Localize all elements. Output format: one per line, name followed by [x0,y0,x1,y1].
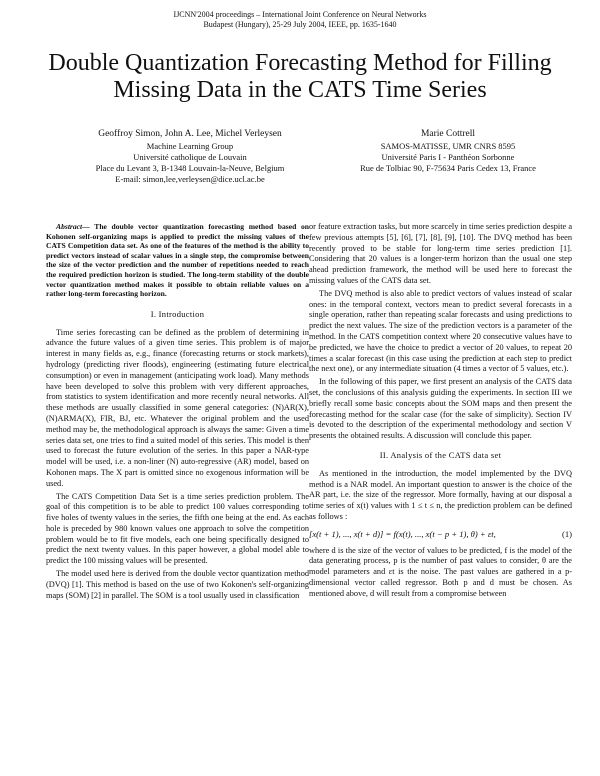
author-names-right: Marie Cottrell [420,129,476,139]
body-paragraph: where d is the size of the vector of values to be predicted, f is the model of the data generating process, p is the number of past values to consider, θ are the model parameters and εt is the noise. The past values are gathered in a p-dimensional vector called regressor. Both p and d must be chosen. As mentioned above, d will result from a compromise between [309,545,572,598]
abstract-label: Abstract [56,222,83,231]
abstract [46,222,309,299]
title-line-1: Double Quantization Forecasting Method for Filling [48,50,552,76]
body-paragraph: The model used here is derived from the double vector quantization method (DVQ) [1]. This method is based on the use of two Kokonen's self-organizing maps (SOM) [2] in parallel. The SOM is a tool usually used in classification [46,569,309,600]
header-line-1: IJCNN'2004 proceedings – International Joint Conference on Neural Networks [173,10,427,19]
section-heading-introduction: I. Introduction [150,308,205,319]
equation-number: (1) [561,528,572,539]
left-column [46,222,309,603]
affiliation-line: Place du Levant 3, B-1348 Louvain-la-Neuve, Belgium [95,163,285,173]
equation-1 [309,529,572,540]
body-paragraph: or feature extraction tasks, but more scarcely in time series prediction despite a few previous attempts [5], [6], [7], [8], [9], [10]. The DVQ method has been recently proved to be stable for long-term time series prediction [1]. Considering that 20 values is a longer-term horizon than the usual one step ahead prediction framework, the method will be used here to forecast the missing values of the CATS data set. [309,222,572,285]
author-block-right [318,128,578,174]
author-block-left [60,128,320,185]
body-paragraph: In the following of this paper, we first present an analysis of the CATS data set, the conclusions of this analysis guiding the experiments. In section III we briefly recall some basic concepts about the SOM maps and then present the forecasting method for the scalar case (for the sake of simplicity). Section IV is devoted to the description of the experimental methodology and section V presents the obtained results. A discussion will conclude this paper. [309,377,572,441]
author-names-left: Geoffroy Simon, John A. Lee, Michel Verleysen [98,129,282,139]
paper-title [30,50,570,104]
body-paragraph: As mentioned in the introduction, the model implemented by the DVQ method is a NAR model. An important question to answer is the choice of the AR part, i.e. the size of the regressor. More formally, having at our disposal a time series of x(t) values with 1 ≤ t ≤ n, the prediction problem can be defined as follows : [309,468,572,521]
body-paragraph: Time series forecasting can be defined as the problem of determining in advance the future values of a given time series. This problem is of major interest in many fields as, e.g., finance (forecasting returns or stock markets), hydrology (predicting river floods), engineering (estimating future electrical consumption) or even in management (anticipating work load). Many methods have been developed to solve this problem with very different approaches, from statistics to system identification and more recently neural networks. All these methods are usually classified in some general categories: (N)AR(X), (N)ARMA(X), FIR, BJ, etc. Whatever the original problem and the used method may be, the methodological approach is always the same: Given a time series data set, one tries to find a suited model of this series. This model is then used to forecast the future evolution of the series. In this paper a NAR-type model will be used, i.e. a non-liner (N) auto-regressive (AR) model, based on Kohonen maps. The X part is omitted since no exogenous information will be used. [46,327,309,488]
abstract-text: — The double vector quantization forecasting method based on Kohonen self-organizing maps is applied to predict the missing values of the CATS Competition data set. As one of the features of the method is the ability to predict vectors instead of scalar values in a single step, the compromise between the size of the vector prediction and the number of repetitions needed to reach the required prediction horizon is studied. The long-term stability of the double vector quantization method makes it possible to obtain reliable values on a rather long-term forecasting horizon. [46,222,309,299]
title-line-2: Missing Data in the CATS Time Series [113,77,487,103]
conference-header [0,10,600,30]
header-line-2: Budapest (Hungary), 25-29 July 2004, IEEE, pp. 1635-1640 [203,20,397,29]
affiliation-line: Université catholique de Louvain [133,152,247,162]
equation-body: [x(t + 1), ..., x(t + d)] = f(x(t), ..., x(t − p + 1), θ) + εt, [309,528,496,539]
affiliation-line: Université Paris I - Panthéon Sorbonne [381,152,515,162]
section-heading-analysis: II. Analysis of the CATS data set [379,449,502,460]
body-paragraph: The DVQ method is also able to predict vectors of values instead of scalar ones: in the temporal context, vectors mean to predict several forecasts in a single operation, rather than repeating scalar forecasts and using predictions to predict the next values. The size of the prediction vectors is a parameter of the method. In the CATS competition context where 20 consecutive values have to be predicted, we have the choice to predict a vector of 20 values, to repeat 20 times a scalar forecast (in this case using the prediction at each step to predict the next one), or any intermediate situation (4 times a vector of 5 values, etc.). [309,288,572,374]
affiliation-line: Rue de Tolbiac 90, F-75634 Paris Cedex 13, France [360,163,536,173]
affiliation-line: Machine Learning Group [146,141,234,151]
right-column [309,222,572,602]
author-email: E-mail: simon,lee,verleysen@dice.ucl.ac.be [115,174,265,184]
body-paragraph: The CATS Competition Data Set is a time series prediction problem. The goal of this competition is to be able to predict 100 values corresponding to five holes of twenty values in the series, the fifth one being at the end. As each hole is preceded by 980 known values one approach to solve the competition problem would be to fit five models, each one being specifically designed to predict the next twenty values. In this paper however, a global model able to predict the 100 missing values will be presented. [46,491,309,566]
affiliation-line: SAMOS-MATISSE, UMR CNRS 8595 [380,141,516,151]
